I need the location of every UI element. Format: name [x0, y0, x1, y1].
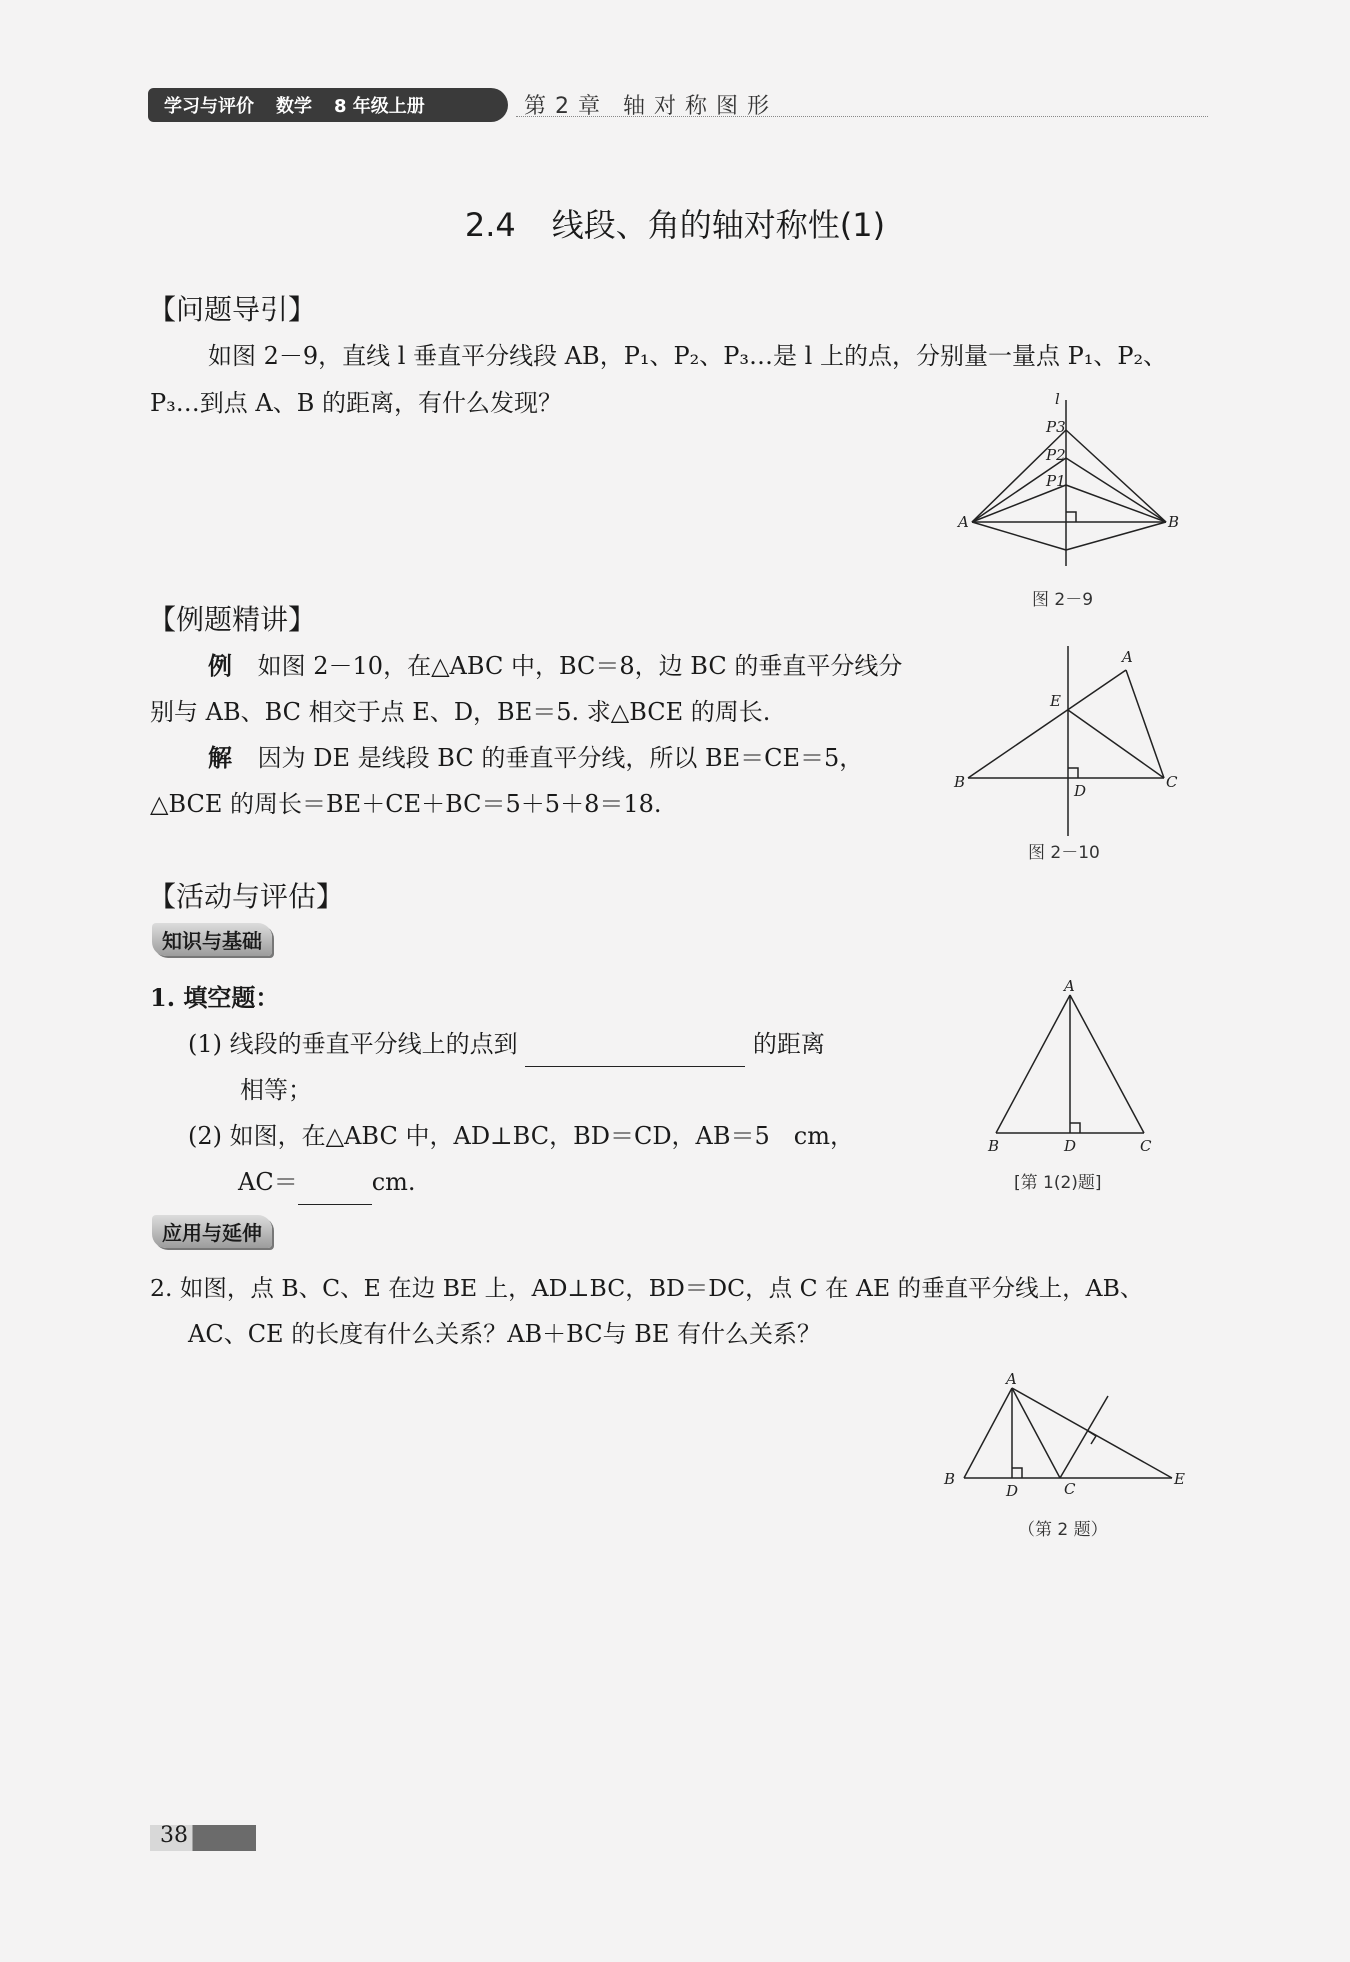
label-b: B [944, 1470, 956, 1488]
intro-line-2: P₃…到点 A、B 的距离，有什么发现？ [150, 389, 562, 417]
section-number: 2.4 [464, 206, 516, 244]
label-p3: P3 [1046, 418, 1066, 436]
badge-application-extension: 应用与延伸 [152, 1215, 272, 1248]
q1-part2-text-c: cm. [371, 1168, 416, 1196]
example-line-1: 如图 2－10，在△ABC 中，BC＝8，边 BC 的垂直平分线分 [257, 652, 903, 680]
figure-q1-2-caption: [第 1(2)题] [1014, 1173, 1102, 1193]
label-a: A [1122, 648, 1133, 666]
example-line-4: △BCE 的周长＝BE＋CE＋BC＝5＋5＋8＝18. [150, 790, 662, 818]
figure-2-10 [950, 640, 1190, 840]
figure-q2-caption: （第 2 题） [1018, 1520, 1108, 1540]
label-e: E [1050, 692, 1061, 710]
label-a: A [1064, 977, 1075, 995]
page-number: 38 [160, 1823, 188, 1848]
page-title [0, 200, 1350, 246]
grade-name: 8 年级上册 [334, 96, 425, 117]
question-1-title: 1. 填空题： [150, 983, 280, 1012]
activity-heading: 【活动与评估】 [148, 880, 345, 913]
label-e: E [1174, 1470, 1185, 1488]
chapter-title: 轴 对 称 图 形 [622, 94, 770, 119]
intro-line-1: 如图 2－9，直线 l 垂直平分线段 AB，P₁、P₂、P₃…是 l 上的点，分别量一量点 P₁、P₂、 [208, 342, 1168, 370]
label-b: B [954, 773, 966, 791]
label-a: A [958, 513, 969, 531]
section-title: 线段、角的轴对称性(1) [551, 206, 886, 244]
example-line-2: 别与 AB、BC 相交于点 E、D，BE＝5. 求△BCE 的周长. [150, 698, 771, 726]
q1-part1-text-a: (1) 线段的垂直平分线上的点到 [188, 1030, 518, 1058]
label-a: A [1006, 1370, 1017, 1388]
label-b: B [1168, 513, 1180, 531]
label-p2: P2 [1046, 446, 1066, 464]
q1-part2-text-b: AC＝ [238, 1168, 298, 1196]
label-c: C [1140, 1137, 1152, 1155]
label-d: D [1074, 782, 1087, 800]
question-2-line-1: 2. 如图，点 B、C、E 在边 BE 上，AD⊥BC，BD＝DC，点 C 在 AE 的垂直平分线上，AB、 [150, 1274, 1144, 1302]
chapter-number: 第 2 章 [524, 94, 601, 119]
q1-part1-blank[interactable] [525, 1032, 745, 1067]
solution-label: 解 [208, 744, 232, 772]
figure-q2 [940, 1370, 1190, 1510]
header-divider [516, 116, 1208, 117]
figure-2-10-caption: 图 2－10 [1028, 843, 1100, 863]
subject-name: 数学 [276, 96, 312, 117]
book-name: 学习与评价 [164, 96, 254, 117]
q1-part2-blank[interactable] [298, 1170, 372, 1205]
q1-part1-text-c: 相等； [240, 1076, 312, 1104]
label-p1: P1 [1046, 472, 1066, 490]
example-heading: 【例题精讲】 [148, 603, 317, 636]
q1-part2-text-a: (2) 如图，在△ABC 中，AD⊥BC，BD＝CD，AB＝5 cm， [188, 1122, 854, 1150]
question-2-line-2: AC、CE 的长度有什么关系？AB＋BC与 BE 有什么关系？ [188, 1320, 822, 1348]
example-label: 例 [208, 652, 232, 680]
q1-part1-text-b: 的距离 [752, 1030, 825, 1058]
example-line-3: 因为 DE 是线段 BC 的垂直平分线，所以 BE＝CE＝5， [257, 744, 864, 772]
intro-heading: 【问题导引】 [148, 293, 317, 326]
figure-2-9 [950, 390, 1180, 570]
badge-knowledge-basics: 知识与基础 [152, 923, 272, 956]
label-d: D [1006, 1482, 1019, 1500]
label-b: B [988, 1137, 1000, 1155]
label-c: C [1064, 1480, 1076, 1498]
label-c: C [1166, 773, 1178, 791]
book-header-badge [148, 88, 508, 122]
label-l: l [1055, 390, 1060, 408]
figure-2-9-caption: 图 2－9 [1032, 590, 1094, 610]
figure-q1-2 [980, 975, 1160, 1155]
label-d: D [1064, 1137, 1077, 1155]
